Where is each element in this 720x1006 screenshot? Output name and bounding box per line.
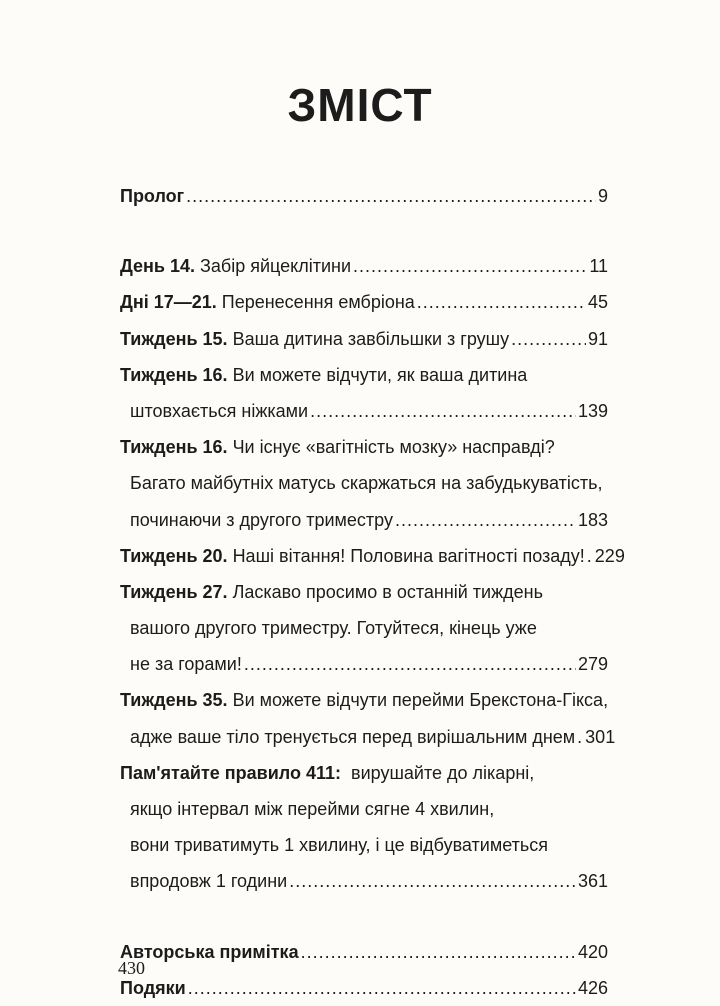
toc-page-number: 11 — [589, 256, 608, 277]
toc-entry-thanks[interactable] — [120, 970, 608, 1006]
toc-entry-text: адже ваше тіло тренується перед вирішальним днем — [130, 726, 576, 747]
toc-entry-label: Тиждень 16. — [120, 437, 228, 458]
leader-dots — [417, 284, 586, 320]
toc-page-number: 426 — [577, 977, 608, 998]
toc-entry-label: Тиждень 35. — [120, 690, 228, 711]
leader-dots — [395, 502, 576, 538]
toc-entry-text: Багато майбутніх матусь скаржаться на забудькуватість, — [130, 473, 603, 494]
toc-entry-text: вирушайте до лікарні, — [351, 762, 535, 783]
toc-page-number: 420 — [577, 941, 608, 962]
toc-entry-label: Пролог — [120, 186, 185, 206]
leader-dots — [188, 970, 576, 1006]
toc-entry-week-27[interactable] — [120, 574, 608, 683]
page-title: ЗМІСТ — [287, 79, 433, 131]
toc-entry-week-16-kicks[interactable] — [120, 357, 608, 429]
toc-entry-week-35[interactable] — [120, 682, 616, 754]
leader-dots — [511, 321, 586, 357]
toc-entry-text: якщо інтервал між перейми сягне 4 хвилин, — [130, 799, 495, 819]
toc-page-number: 91 — [587, 328, 608, 349]
section-gap — [120, 214, 608, 248]
toc-entry-text: штовхається ніжками — [130, 400, 309, 421]
toc-page-number: 9 — [597, 186, 608, 206]
toc-entry-label: День 14. — [120, 256, 196, 277]
toc-entry-label: Пам'ятайте правило 411: — [120, 762, 342, 783]
leader-dots — [186, 178, 596, 214]
toc-entry-text: Ваша дитина завбільшки з грушу — [232, 328, 510, 349]
toc-entry-text: вашого другого триместру. Готуйтеся, кінець уже — [130, 618, 537, 639]
toc-entry-text: впродовж 1 години — [130, 871, 288, 892]
toc-entry-label: Тиждень 15. — [120, 328, 228, 349]
toc-entry-text: Ви можете відчути перейми Брекстона-Гікса, — [232, 690, 609, 711]
toc-entry-text: Перенесення ембріона — [221, 292, 415, 313]
leader-dots — [310, 393, 576, 429]
leader-dots — [577, 719, 583, 755]
toc-entry-label: Дні 17—21. — [120, 292, 217, 313]
toc-entry-week-15[interactable] — [120, 321, 608, 357]
toc-entry-text: вони триватимуть 1 хвилину, і це відбуватиметься — [130, 835, 549, 856]
toc-entry-week-16-brain[interactable] — [120, 429, 608, 538]
toc-entry-text: Чи існує «вагітність мозку» насправді? — [232, 437, 555, 458]
toc-entry-text: Ви можете відчути, як ваша дитина — [232, 364, 528, 385]
toc-entry-rule-411[interactable] — [120, 755, 608, 900]
toc-page-number: 183 — [577, 509, 608, 530]
toc-page-number: 301 — [585, 726, 616, 747]
toc-page-number: 361 — [577, 871, 608, 892]
leader-dots — [301, 934, 576, 970]
table-of-contents — [120, 178, 625, 1006]
leader-dots — [587, 538, 593, 574]
toc-page-number: 139 — [577, 400, 608, 421]
page-number: 430 — [118, 958, 145, 978]
toc-entry-label: Подяки — [120, 977, 186, 998]
leader-dots — [289, 863, 576, 899]
leader-dots — [353, 248, 587, 284]
toc-entry-label: Авторська примітка — [120, 941, 299, 962]
section-gap — [120, 900, 608, 934]
toc-page-number: 229 — [594, 545, 625, 566]
toc-entry-week-20[interactable] — [120, 538, 625, 574]
toc-entry-text: не за горами! — [130, 654, 242, 675]
toc-page-number: 279 — [577, 654, 608, 675]
toc-entry-label: Тиждень 27. — [120, 581, 228, 602]
toc-entry-prolog[interactable] — [120, 178, 608, 214]
toc-entry-text: Ласкаво просимо в останній тиждень — [232, 581, 543, 602]
leader-dots — [244, 646, 576, 682]
toc-entry-label: Тиждень 16. — [120, 364, 228, 385]
toc-page-number: 45 — [587, 292, 608, 313]
toc-entry-authors-note[interactable] — [120, 934, 608, 970]
toc-entry-day-14[interactable] — [120, 248, 608, 284]
toc-entry-days-17-21[interactable] — [120, 284, 608, 320]
toc-entry-text: починаючи з другого триместру — [130, 509, 393, 530]
toc-entry-text: Наші вітання! Половина вагітності позаду! — [232, 545, 585, 566]
toc-entry-label: Тиждень 20. — [120, 545, 228, 566]
toc-entry-text: Забір яйцеклітини — [200, 256, 352, 277]
